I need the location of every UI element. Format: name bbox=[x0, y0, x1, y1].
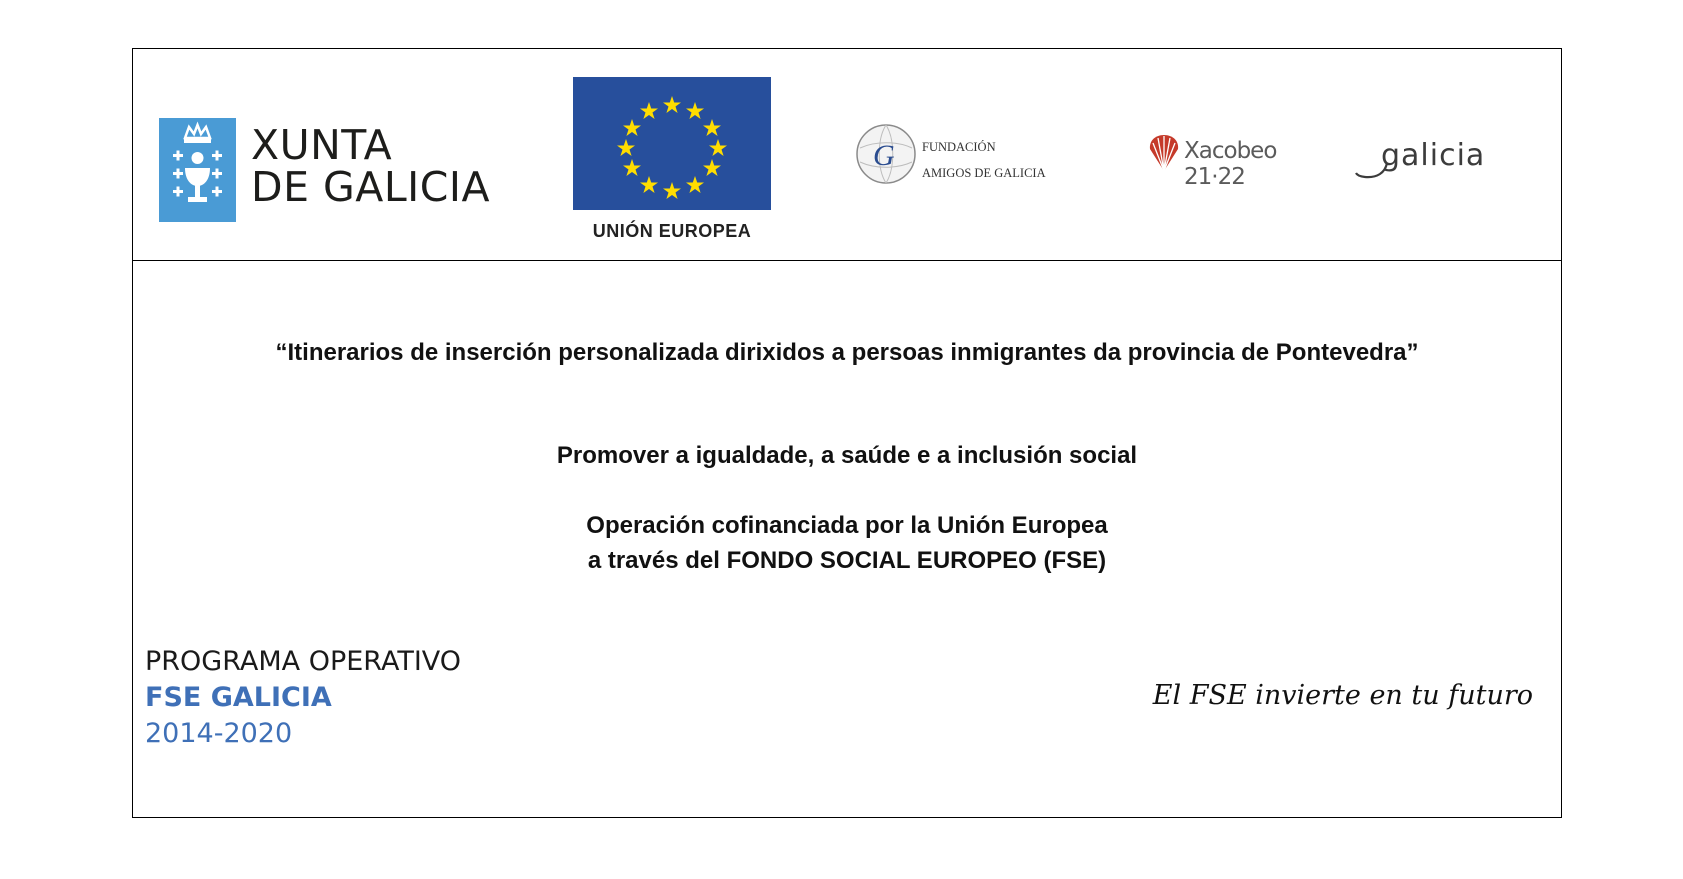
xunta-wordmark bbox=[251, 121, 491, 211]
eu-caption: UNIÓN EUROPEA bbox=[592, 221, 752, 241]
fse-slogan: El FSE invierte en tu futuro bbox=[1152, 680, 1533, 711]
galicia-wordmark: galicia bbox=[1381, 138, 1486, 173]
cofinancing-line-2: a través del FONDO SOCIAL EUROPEO (FSE) bbox=[587, 547, 1107, 574]
eu-logo bbox=[573, 77, 771, 249]
scallop-shell-icon bbox=[1147, 131, 1181, 173]
galicia-logo bbox=[1355, 133, 1495, 183]
eu-flag-icon bbox=[573, 77, 771, 210]
fundacion-line1: FUNDACIÓN bbox=[922, 140, 996, 154]
program-line-3: 2014-2020 bbox=[145, 718, 293, 749]
program-line-2: FSE GALICIA bbox=[145, 682, 332, 713]
galicia-coat-of-arms-icon bbox=[159, 118, 236, 222]
fundacion-line2: AMIGOS DE GALICIA bbox=[922, 166, 1046, 180]
xacobeo-logo bbox=[1147, 131, 1327, 190]
xacobeo-wordmark: Xacobeo 21·22 bbox=[1184, 138, 1277, 190]
theme-line: Promover a igualdade, a saúde e a inclusión social bbox=[556, 442, 1138, 469]
xunta-line1: XUNTA bbox=[251, 121, 393, 169]
cofinancing-line-1: Operación cofinanciada por la Unión Europea bbox=[586, 512, 1108, 539]
fundacion-amigos-logo bbox=[855, 123, 1075, 187]
program-block bbox=[145, 644, 461, 752]
xunta-de-galicia-logo bbox=[159, 118, 499, 222]
svg-text:G: G bbox=[873, 139, 895, 172]
program-line-1: PROGRAMA OPERATIVO bbox=[145, 646, 462, 677]
project-title: “Itinerarios de inserción personalizada dirixidos a persoas inmigrantes da provincia de Pontevedra” bbox=[275, 339, 1419, 366]
fundacion-globe-icon bbox=[855, 123, 917, 185]
fundacion-wordmark bbox=[922, 134, 1046, 186]
xunta-line2: DE GALICIA bbox=[251, 163, 491, 211]
logo-row bbox=[133, 49, 1561, 261]
notice-frame bbox=[132, 48, 1562, 818]
